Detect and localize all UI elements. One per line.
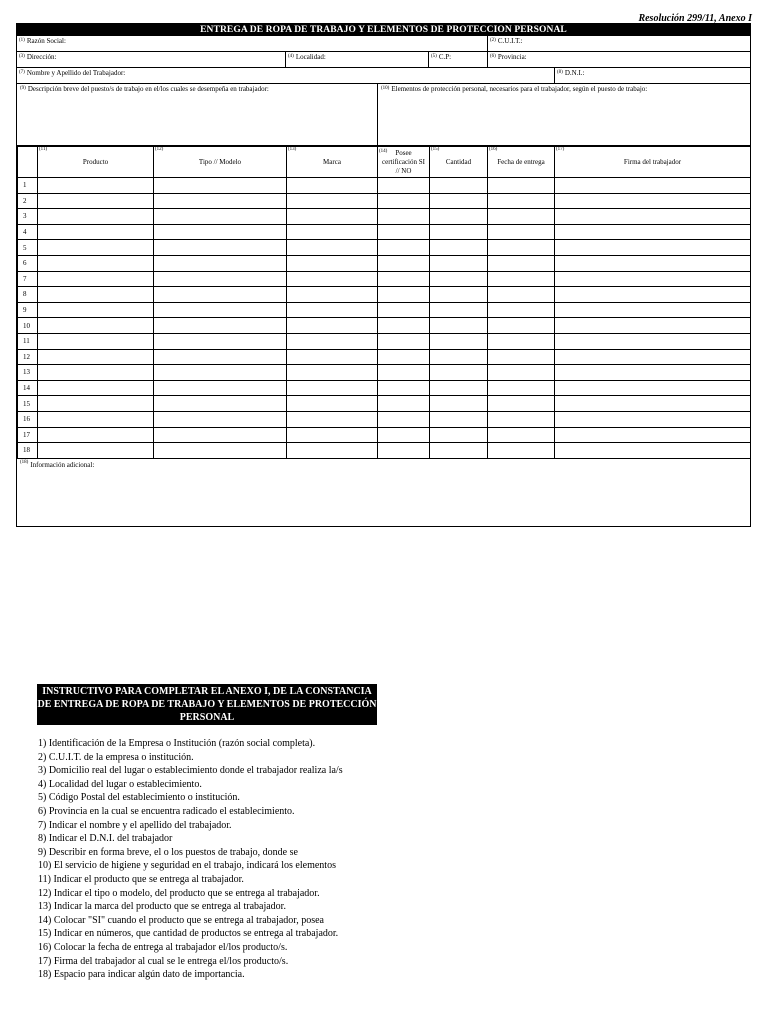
row-direccion bbox=[17, 52, 750, 68]
cell-marca[interactable] bbox=[287, 240, 378, 256]
cell-cantidad[interactable] bbox=[430, 411, 488, 427]
table-row bbox=[18, 193, 751, 209]
cell-firma[interactable] bbox=[555, 411, 751, 427]
table-row bbox=[18, 271, 751, 287]
row-number: 5 bbox=[18, 240, 38, 256]
instructivo-item: 1) Identificación de la Empresa o Institución (razón social completa). bbox=[38, 738, 316, 749]
instructivo-item: 7) Indicar el nombre y el apellido del trabajador. bbox=[38, 819, 232, 831]
column-number: (15) bbox=[431, 147, 440, 152]
cuit-field[interactable] bbox=[488, 36, 750, 51]
cell-firma[interactable] bbox=[555, 443, 751, 459]
row-number: 1 bbox=[18, 178, 38, 194]
cell-marca[interactable] bbox=[287, 365, 378, 381]
column-label: Marca bbox=[323, 158, 341, 166]
cp-label: C.P: bbox=[438, 53, 452, 61]
row-number: 4 bbox=[18, 224, 38, 240]
row-number: 8 bbox=[18, 287, 38, 303]
cell-producto[interactable] bbox=[38, 302, 154, 318]
cell-firma[interactable] bbox=[555, 396, 751, 412]
cell-firma[interactable] bbox=[555, 287, 751, 303]
column-label: Producto bbox=[82, 158, 109, 166]
cell-marca[interactable] bbox=[287, 380, 378, 396]
row-number: 10 bbox=[18, 318, 38, 334]
cell-fecha[interactable] bbox=[488, 271, 555, 287]
cell-fecha[interactable] bbox=[488, 224, 555, 240]
cell-cantidad[interactable] bbox=[430, 365, 488, 381]
column-header-tipo bbox=[154, 147, 287, 178]
cell-marca[interactable] bbox=[287, 318, 378, 334]
cell-producto[interactable] bbox=[38, 255, 154, 271]
cell-cantidad[interactable] bbox=[430, 271, 488, 287]
row-number: 13 bbox=[18, 365, 38, 381]
elementos-label: Elementos de protección personal, necesarios para el trabajador, según el puesto de trabajo: bbox=[391, 85, 648, 93]
cell-producto[interactable] bbox=[38, 333, 154, 349]
field-number: (2) bbox=[490, 38, 496, 43]
cell-fecha[interactable] bbox=[488, 318, 555, 334]
column-header-producto bbox=[38, 147, 154, 178]
cell-producto[interactable] bbox=[38, 380, 154, 396]
column-number: (11) bbox=[39, 147, 48, 152]
field-number: (18) bbox=[20, 460, 29, 465]
cell-marca[interactable] bbox=[287, 333, 378, 349]
cell-tipo[interactable] bbox=[154, 365, 287, 381]
cell-marca[interactable] bbox=[287, 396, 378, 412]
row-number: 2 bbox=[18, 193, 38, 209]
cell-fecha[interactable] bbox=[488, 349, 555, 365]
instructivo-item: 9) Describir en forma breve, el o los puestos de trabajo, donde se bbox=[38, 846, 298, 858]
cell-cantidad[interactable] bbox=[430, 193, 488, 209]
cell-tipo[interactable] bbox=[154, 411, 287, 427]
delivery-form bbox=[16, 23, 751, 527]
descripcion-label: Descripción breve del puesto/s de trabajo en el/los cuales se desempeña en trabajador: bbox=[27, 85, 269, 93]
cell-certificacion[interactable] bbox=[378, 396, 430, 412]
provincia-field[interactable] bbox=[488, 52, 750, 67]
instructivo-item: 3) Domicilio real del lugar o establecimiento donde el trabajador realiza la/s bbox=[38, 765, 343, 777]
row-number: 16 bbox=[18, 411, 38, 427]
cell-producto[interactable] bbox=[38, 427, 154, 443]
cell-marca[interactable] bbox=[287, 178, 378, 194]
cell-fecha[interactable] bbox=[488, 380, 555, 396]
column-number: (12) bbox=[155, 147, 164, 152]
row-number: 3 bbox=[18, 209, 38, 225]
cell-firma[interactable] bbox=[555, 271, 751, 287]
field-number: (5) bbox=[431, 54, 437, 59]
table-row bbox=[18, 178, 751, 194]
cell-fecha[interactable] bbox=[488, 396, 555, 412]
row-number: 9 bbox=[18, 302, 38, 318]
row-descripcion bbox=[17, 84, 750, 146]
cell-firma[interactable] bbox=[555, 224, 751, 240]
nombre-label: Nombre y Apellido del Trabajador: bbox=[26, 69, 126, 77]
instructivo-item: 12) Indicar el tipo o modelo, del producto que se entrega al trabajador. bbox=[38, 887, 320, 899]
cell-certificacion[interactable] bbox=[378, 349, 430, 365]
informacion-adicional-label: Información adicional: bbox=[30, 461, 95, 469]
column-label: Tipo // Modelo bbox=[198, 158, 242, 166]
provincia-label: Provincia: bbox=[497, 53, 527, 61]
cell-fecha[interactable] bbox=[488, 365, 555, 381]
cell-certificacion[interactable] bbox=[378, 193, 430, 209]
cell-producto[interactable] bbox=[38, 193, 154, 209]
cell-firma[interactable] bbox=[555, 349, 751, 365]
cell-firma[interactable] bbox=[555, 427, 751, 443]
instructivo-item: 5) Código Postal del establecimiento o institución. bbox=[38, 792, 240, 804]
cell-cantidad[interactable] bbox=[430, 178, 488, 194]
cell-marca[interactable] bbox=[287, 427, 378, 443]
row-number: 18 bbox=[18, 443, 38, 459]
field-number: (1) bbox=[19, 38, 25, 43]
column-number: (14) bbox=[379, 149, 388, 154]
cell-certificacion[interactable] bbox=[378, 224, 430, 240]
instructivo-item: 11) Indicar el producto que se entrega al trabajador. bbox=[38, 873, 244, 885]
column-header-firma bbox=[555, 147, 751, 178]
cell-cantidad[interactable] bbox=[430, 333, 488, 349]
cell-marca[interactable] bbox=[287, 443, 378, 459]
instructivo-item: 6) Provincia en la cual se encuentra radicado el establecimiento. bbox=[38, 805, 295, 817]
instructivo-item: 15) Indicar en números, que cantidad de productos se entrega al trabajador. bbox=[38, 928, 339, 940]
cell-producto[interactable] bbox=[38, 209, 154, 225]
instructivo-item: 10) El servicio de higiene y seguridad en el trabajo, indicará los elementos bbox=[38, 860, 336, 872]
cell-tipo[interactable] bbox=[154, 287, 287, 303]
cell-fecha[interactable] bbox=[488, 302, 555, 318]
table-row bbox=[18, 255, 751, 271]
cell-cantidad[interactable] bbox=[430, 302, 488, 318]
cell-tipo[interactable] bbox=[154, 380, 287, 396]
column-header-fecha bbox=[488, 147, 555, 178]
table-header-row bbox=[18, 147, 751, 178]
cell-cantidad[interactable] bbox=[430, 349, 488, 365]
resolution-reference: Resolución 299/11, Anexo I bbox=[638, 13, 752, 24]
elementos-field[interactable] bbox=[378, 84, 750, 145]
direccion-field[interactable] bbox=[17, 52, 285, 67]
field-number: (8) bbox=[557, 70, 563, 75]
cell-tipo[interactable] bbox=[154, 178, 287, 194]
table-row bbox=[18, 396, 751, 412]
cell-tipo[interactable] bbox=[154, 209, 287, 225]
row-number: 11 bbox=[18, 333, 38, 349]
row-number: 14 bbox=[18, 380, 38, 396]
field-number: (10) bbox=[381, 86, 390, 91]
field-number: (4) bbox=[288, 54, 294, 59]
cell-certificacion[interactable] bbox=[378, 178, 430, 194]
cell-firma[interactable] bbox=[555, 255, 751, 271]
cp-field[interactable] bbox=[429, 52, 487, 67]
cell-cantidad[interactable] bbox=[430, 240, 488, 256]
cell-producto[interactable] bbox=[38, 443, 154, 459]
cuit-label: C.U.I.T.: bbox=[497, 37, 523, 45]
descripcion-field[interactable] bbox=[17, 84, 377, 145]
cell-firma[interactable] bbox=[555, 178, 751, 194]
cell-fecha[interactable] bbox=[488, 411, 555, 427]
table-row bbox=[18, 443, 751, 459]
column-header-cantidad bbox=[430, 147, 488, 178]
table-row bbox=[18, 302, 751, 318]
field-number: (6) bbox=[490, 54, 496, 59]
table-row bbox=[18, 287, 751, 303]
table-row bbox=[18, 349, 751, 365]
cell-marca[interactable] bbox=[287, 271, 378, 287]
cell-tipo[interactable] bbox=[154, 255, 287, 271]
cell-tipo[interactable] bbox=[154, 193, 287, 209]
field-number: (3) bbox=[19, 54, 25, 59]
cell-producto[interactable] bbox=[38, 396, 154, 412]
cell-producto[interactable] bbox=[38, 365, 154, 381]
instructivo-item: 2) C.U.I.T. de la empresa o institución. bbox=[38, 751, 194, 763]
cell-fecha[interactable] bbox=[488, 209, 555, 225]
localidad-label: Localidad: bbox=[295, 53, 326, 61]
cell-marca[interactable] bbox=[287, 224, 378, 240]
cell-fecha[interactable] bbox=[488, 333, 555, 349]
cell-producto[interactable] bbox=[38, 349, 154, 365]
table-row bbox=[18, 240, 751, 256]
cell-fecha[interactable] bbox=[488, 287, 555, 303]
cell-certificacion[interactable] bbox=[378, 411, 430, 427]
row-number: 15 bbox=[18, 396, 38, 412]
dni-label: D.N.I.: bbox=[564, 69, 585, 77]
table-row bbox=[18, 365, 751, 381]
cell-cantidad[interactable] bbox=[430, 287, 488, 303]
instructivo-item: 17) Firma del trabajador al cual se le entrega el/los producto/s. bbox=[38, 955, 289, 967]
instructivo-item: 13) Indicar la marca del producto que se entrega al trabajador. bbox=[38, 901, 286, 913]
cell-marca[interactable] bbox=[287, 255, 378, 271]
cell-certificacion[interactable] bbox=[378, 380, 430, 396]
instructivo-item: 14) Colocar "SI" cuando el producto que se entrega al trabajador, posea bbox=[38, 914, 324, 926]
cell-fecha[interactable] bbox=[488, 443, 555, 459]
instructivo-item: 18) Espacio para indicar algún dato de importancia. bbox=[38, 969, 245, 981]
cell-firma[interactable] bbox=[555, 209, 751, 225]
cell-tipo[interactable] bbox=[154, 427, 287, 443]
column-label: Posee certificación SI // NO bbox=[382, 148, 425, 175]
cell-marca[interactable] bbox=[287, 209, 378, 225]
form-title: ENTREGA DE ROPA DE TRABAJO Y ELEMENTOS DE PROTECCION PERSONAL bbox=[17, 24, 750, 36]
cell-producto[interactable] bbox=[38, 271, 154, 287]
table-row bbox=[18, 427, 751, 443]
column-header-certificacion bbox=[378, 147, 430, 178]
table-row bbox=[18, 209, 751, 225]
cell-producto[interactable] bbox=[38, 318, 154, 334]
cell-certificacion[interactable] bbox=[378, 209, 430, 225]
column-number: (17) bbox=[556, 147, 565, 152]
cell-cantidad[interactable] bbox=[430, 380, 488, 396]
row-razon-social bbox=[17, 36, 750, 52]
cell-marca[interactable] bbox=[287, 411, 378, 427]
cell-certificacion[interactable] bbox=[378, 318, 430, 334]
cell-marca[interactable] bbox=[287, 287, 378, 303]
cell-certificacion[interactable] bbox=[378, 287, 430, 303]
direccion-label: Dirección: bbox=[26, 53, 57, 61]
cell-producto[interactable] bbox=[38, 178, 154, 194]
row-number: 7 bbox=[18, 271, 38, 287]
cell-certificacion[interactable] bbox=[378, 255, 430, 271]
cell-cantidad[interactable] bbox=[430, 396, 488, 412]
nombre-field[interactable] bbox=[17, 68, 554, 83]
cell-fecha[interactable] bbox=[488, 255, 555, 271]
table-row bbox=[18, 318, 751, 334]
cell-firma[interactable] bbox=[555, 318, 751, 334]
razon-social-label: Razón Social: bbox=[26, 37, 66, 45]
cell-tipo[interactable] bbox=[154, 349, 287, 365]
column-label: Firma del trabajador bbox=[623, 158, 682, 166]
cell-certificacion[interactable] bbox=[378, 240, 430, 256]
cell-producto[interactable] bbox=[38, 240, 154, 256]
cell-firma[interactable] bbox=[555, 302, 751, 318]
cell-tipo[interactable] bbox=[154, 318, 287, 334]
column-label: Fecha de entrega bbox=[497, 158, 545, 166]
cell-firma[interactable] bbox=[555, 193, 751, 209]
cell-tipo[interactable] bbox=[154, 333, 287, 349]
cell-fecha[interactable] bbox=[488, 193, 555, 209]
instructivo-item: 8) Indicar el D.N.I. del trabajador bbox=[38, 833, 173, 845]
cell-cantidad[interactable] bbox=[430, 255, 488, 271]
cell-certificacion[interactable] bbox=[378, 443, 430, 459]
informacion-adicional-field[interactable] bbox=[17, 460, 750, 470]
instructivo-item: 4) Localidad del lugar o establecimiento. bbox=[38, 778, 202, 790]
cell-cantidad[interactable] bbox=[430, 318, 488, 334]
row-number-header bbox=[18, 147, 38, 178]
cell-tipo[interactable] bbox=[154, 396, 287, 412]
cell-cantidad[interactable] bbox=[430, 443, 488, 459]
instructivo-title: INSTRUCTIVO PARA COMPLETAR EL ANEXO I, DE LA CONSTANCIA DE ENTREGA DE ROPA DE TRABAJO Y ELEMENTOS DE PROTECCIÓN PERSONAL bbox=[37, 686, 377, 723]
cell-certificacion[interactable] bbox=[378, 271, 430, 287]
row-number: 6 bbox=[18, 255, 38, 271]
cell-firma[interactable] bbox=[555, 240, 751, 256]
localidad-field[interactable] bbox=[286, 52, 428, 67]
cell-cantidad[interactable] bbox=[430, 427, 488, 443]
cell-cantidad[interactable] bbox=[430, 209, 488, 225]
table-row bbox=[18, 224, 751, 240]
cell-firma[interactable] bbox=[555, 365, 751, 381]
row-nombre bbox=[17, 68, 750, 84]
cell-marca[interactable] bbox=[287, 193, 378, 209]
cell-certificacion[interactable] bbox=[378, 333, 430, 349]
field-number: (7) bbox=[19, 70, 25, 75]
cell-producto[interactable] bbox=[38, 287, 154, 303]
instructivo-item: 16) Colocar la fecha de entrega al trabajador el/los producto/s. bbox=[38, 941, 288, 953]
dni-field[interactable] bbox=[555, 68, 750, 83]
table-row bbox=[18, 380, 751, 396]
items-table bbox=[17, 146, 751, 459]
cell-cantidad[interactable] bbox=[430, 224, 488, 240]
column-header-marca bbox=[287, 147, 378, 178]
table-row bbox=[18, 333, 751, 349]
cell-tipo[interactable] bbox=[154, 302, 287, 318]
cell-marca[interactable] bbox=[287, 302, 378, 318]
field-number: (9) bbox=[20, 86, 26, 91]
cell-producto[interactable] bbox=[38, 411, 154, 427]
cell-producto[interactable] bbox=[38, 224, 154, 240]
cell-fecha[interactable] bbox=[488, 240, 555, 256]
cell-certificacion[interactable] bbox=[378, 302, 430, 318]
cell-tipo[interactable] bbox=[154, 443, 287, 459]
cell-tipo[interactable] bbox=[154, 240, 287, 256]
cell-firma[interactable] bbox=[555, 380, 751, 396]
cell-fecha[interactable] bbox=[488, 178, 555, 194]
column-number: (16) bbox=[489, 147, 498, 152]
instructivo-list bbox=[38, 737, 438, 982]
row-number: 12 bbox=[18, 349, 38, 365]
cell-fecha[interactable] bbox=[488, 427, 555, 443]
cell-firma[interactable] bbox=[555, 333, 751, 349]
column-label: Cantidad bbox=[445, 158, 472, 166]
row-number: 17 bbox=[18, 427, 38, 443]
razon-social-field[interactable] bbox=[17, 36, 487, 51]
cell-marca[interactable] bbox=[287, 349, 378, 365]
cell-tipo[interactable] bbox=[154, 224, 287, 240]
cell-tipo[interactable] bbox=[154, 271, 287, 287]
table-row bbox=[18, 411, 751, 427]
cell-certificacion[interactable] bbox=[378, 365, 430, 381]
column-number: (13) bbox=[288, 147, 297, 152]
cell-certificacion[interactable] bbox=[378, 427, 430, 443]
